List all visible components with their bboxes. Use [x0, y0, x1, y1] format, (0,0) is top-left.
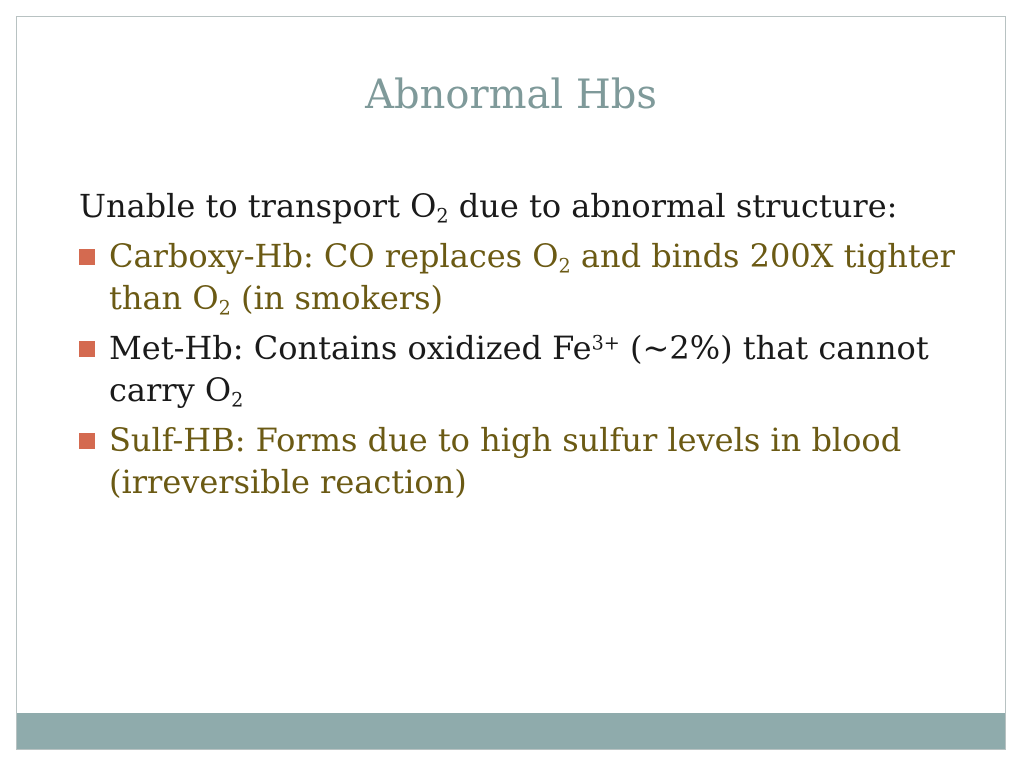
bullet-2-subscript: 2	[231, 388, 244, 412]
bullet-1-subscript-a: 2	[558, 254, 571, 278]
bullet-1-part-a: Carboxy-Hb: CO replaces O	[109, 237, 559, 275]
bullet-2-part-b: (~2%) that cannot carry O	[109, 329, 929, 409]
bullet-2-superscript: 3+	[591, 331, 620, 355]
bullet-met-hb	[79, 327, 979, 411]
bullet-3-text: Sulf-HB: Forms due to high sulfur levels in blood (irreversible reaction)	[109, 421, 902, 501]
slide	[16, 16, 1006, 750]
intro-part-2: due to abnormal structure:	[448, 187, 898, 225]
bullet-sulf-hb	[79, 419, 979, 503]
square-bullet-icon	[79, 341, 95, 357]
bullet-1-part-b: and binds 200X tighter than O	[109, 237, 955, 317]
bullet-1-part-c: (in smokers)	[230, 279, 444, 317]
bullet-carboxy-hb	[79, 235, 979, 319]
slide-title: Abnormal Hbs	[365, 72, 657, 118]
intro-subscript: 2	[436, 204, 449, 228]
footer-bar	[17, 713, 1005, 749]
intro-part-1: Unable to transport O	[79, 187, 437, 225]
bullet-1-subscript-b: 2	[218, 296, 231, 320]
square-bullet-icon	[79, 249, 95, 265]
bullet-list	[79, 235, 979, 503]
bullet-2-part-a: Met-Hb: Contains oxidized Fe	[109, 329, 592, 367]
square-bullet-icon	[79, 433, 95, 449]
intro-text	[79, 185, 979, 227]
slide-body	[79, 185, 979, 503]
